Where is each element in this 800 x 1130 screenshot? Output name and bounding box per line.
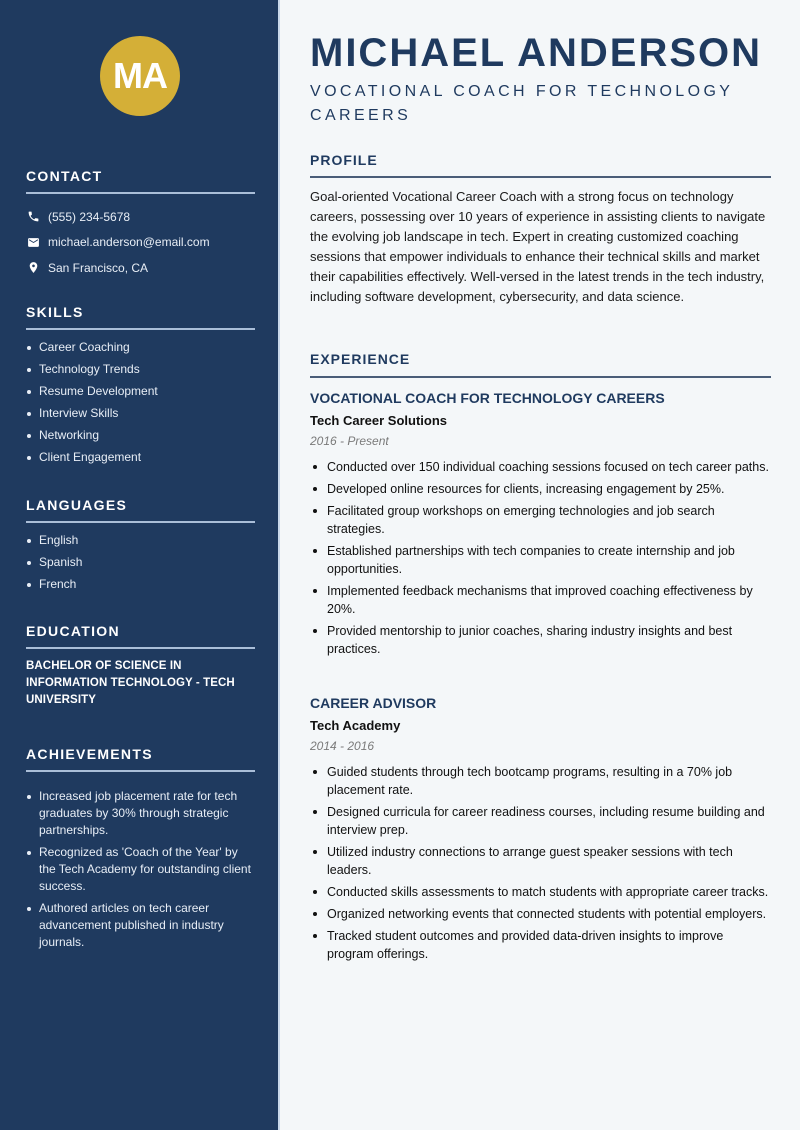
job-company: Tech Academy — [310, 718, 401, 733]
sidebar — [0, 0, 280, 1130]
achievement-item: Authored articles on tech career advancement published in industry journals. — [26, 900, 255, 951]
location-pin-icon — [26, 261, 40, 275]
skills-heading: SKILLS — [26, 304, 84, 320]
email-link[interactable]: michael.anderson@email.com — [48, 235, 210, 250]
job-bullet: Tracked student outcomes and provided data-driven insights to improve program offerings. — [310, 927, 771, 963]
job-entry — [310, 694, 771, 967]
email-icon — [26, 235, 40, 249]
divider — [26, 647, 255, 649]
languages-list — [26, 532, 255, 593]
divider — [310, 376, 771, 378]
job-bullets — [310, 763, 771, 963]
education-degree: BACHELOR OF SCIENCE IN INFORMATION TECHNOLOGY - TECH UNIVERSITY — [26, 660, 235, 706]
job-entry — [310, 389, 771, 662]
divider — [26, 770, 255, 772]
candidate-name: MICHAEL ANDERSON — [310, 31, 763, 75]
experience-heading: EXPERIENCE — [310, 351, 411, 367]
job-bullet: Designed curricula for career readiness courses, including resume building and interview prep. — [310, 803, 771, 839]
job-bullet: Facilitated group workshops on emerging technologies and job search strategies. — [310, 502, 771, 538]
achievements-list — [26, 788, 255, 951]
job-bullet: Utilized industry connections to arrange guest speaker sessions with tech leaders. — [310, 843, 771, 879]
phone-icon — [26, 210, 40, 224]
education-heading: EDUCATION — [26, 623, 120, 639]
job-bullet: Organized networking events that connected students with potential employers. — [310, 905, 771, 923]
avatar-monogram — [100, 36, 180, 116]
skill-item: Career Coaching — [26, 339, 255, 356]
skill-item: Client Engagement — [26, 449, 255, 466]
contact-section — [26, 168, 255, 281]
languages-heading: LANGUAGES — [26, 497, 128, 513]
language-item: Spanish — [26, 554, 255, 571]
job-company: Tech Career Solutions — [310, 413, 448, 428]
job-bullets — [310, 458, 771, 658]
job-bullet: Provided mentorship to junior coaches, sharing industry insights and best practices. — [310, 622, 771, 658]
candidate-title: VOCATIONAL COACH FOR TECHNOLOGY CAREERS — [310, 83, 734, 124]
education-section — [26, 623, 255, 709]
contact-heading: CONTACT — [26, 168, 103, 184]
contact-email — [26, 230, 255, 256]
skills-section — [26, 304, 255, 471]
language-item: French — [26, 576, 255, 593]
profile-summary: Goal-oriented Vocational Career Coach with a strong focus on technology careers, possessing over 10 years of experience in assisting clients to navigate the evolving job landscape in tech. Expert in creating customized coaching sessions that empower individuals to enhance their technical skills and market their capabilities effectively. Well-versed in the latest trends in the tech industry, including software development, cybersecurity, and data science. — [310, 189, 766, 304]
contact-list — [26, 204, 255, 281]
location-text: San Francisco, CA — [48, 260, 149, 275]
job-bullet: Conducted over 150 individual coaching sessions focused on tech career paths. — [310, 458, 771, 476]
divider — [26, 192, 255, 194]
skill-item: Interview Skills — [26, 405, 255, 422]
phone-link[interactable]: (555) 234-5678 — [48, 209, 131, 224]
job-bullet: Developed online resources for clients, increasing engagement by 25%. — [310, 480, 771, 498]
initials: MA — [113, 55, 167, 96]
divider — [26, 328, 255, 330]
skill-item: Resume Development — [26, 383, 255, 400]
job-bullet: Established partnerships with tech companies to create internship and job opportunities. — [310, 542, 771, 578]
achievements-section — [26, 746, 255, 956]
achievement-item: Recognized as 'Coach of the Year' by the Tech Academy for outstanding client success. — [26, 844, 255, 895]
job-bullet: Guided students through tech bootcamp programs, resulting in a 70% job placement rate. — [310, 763, 771, 799]
achievements-heading: ACHIEVEMENTS — [26, 746, 153, 762]
achievement-item: Increased job placement rate for tech graduates by 30% through strategic partnerships. — [26, 788, 255, 839]
job-dates: 2014 - 2016 — [310, 739, 375, 753]
language-item: English — [26, 532, 255, 549]
skill-item: Technology Trends — [26, 361, 255, 378]
divider — [26, 521, 255, 523]
job-bullet: Implemented feedback mechanisms that improved coaching effectiveness by 20%. — [310, 582, 771, 618]
skill-item: Networking — [26, 427, 255, 444]
contact-phone — [26, 204, 255, 230]
job-title: VOCATIONAL COACH FOR TECHNOLOGY CAREERS — [310, 390, 665, 406]
contact-location — [26, 255, 255, 281]
job-dates: 2016 - Present — [310, 434, 389, 448]
job-bullet: Conducted skills assessments to match students with appropriate career tracks. — [310, 883, 771, 901]
languages-section — [26, 497, 255, 598]
profile-heading: PROFILE — [310, 152, 378, 168]
skills-list — [26, 339, 255, 466]
job-title: CAREER ADVISOR — [310, 695, 437, 711]
divider — [310, 176, 771, 178]
